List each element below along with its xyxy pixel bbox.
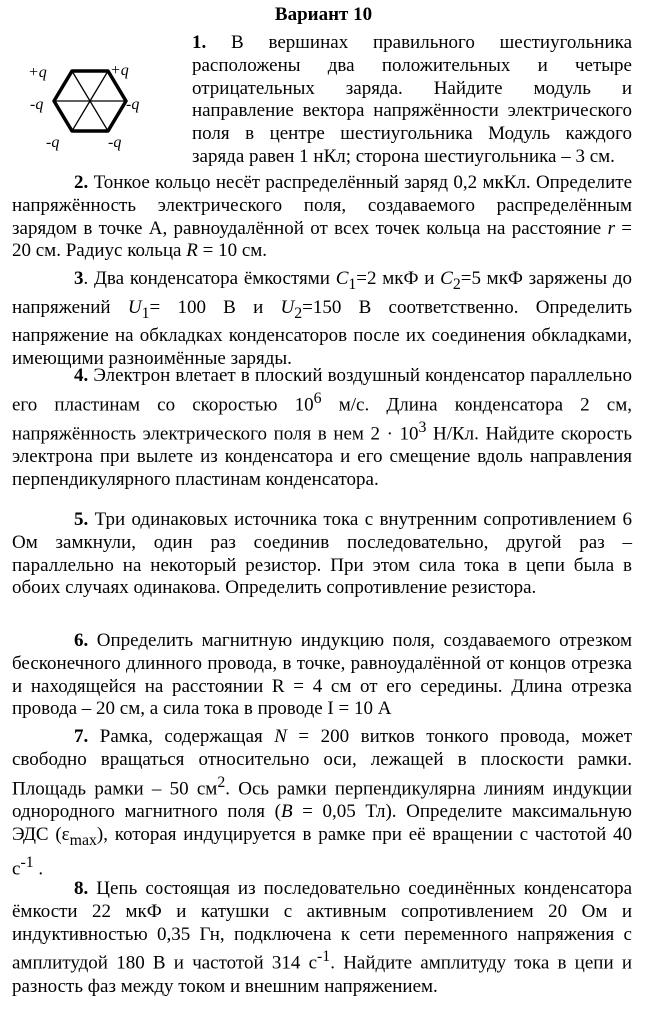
problem-4-number: 4. (74, 365, 89, 386)
problem-4-text: Электрон влетает в плоский воздушный конденсатор параллельно его пластинам со скоростью 10 (12, 365, 633, 416)
problem-2-text: = 10 см. (197, 240, 268, 262)
problem-4 (12, 365, 632, 492)
problem-3-text: = 100 В и (149, 296, 281, 318)
problem-2 (12, 172, 632, 263)
problem-3-text: =5 мкФ заряжены до напряжений (12, 268, 632, 318)
problem-5 (12, 509, 632, 600)
problem-8-text: Цепь состоящая из последовательно соединённых конденсатора ёмкости 22 мкФ и катушки с активным сопротивлением 20 Ом и индуктивностью 0,35 Гн, подключена к сети переменного напряжения с амплитудой 180 В и частотой 314 с (12, 878, 633, 974)
problem-3 (12, 268, 632, 371)
problem-3-var: U (280, 296, 295, 318)
problem-7-text: = 200 витков тонкого провода, может свободно вращаться относительно оси, лежащей в плоскости рамки. Площадь рамки – 50 см (12, 726, 633, 799)
problem-1 (192, 32, 632, 169)
problem-6 (12, 630, 632, 721)
problem-7-var-n: N (274, 726, 287, 747)
problem-8-text: . Найдите амплитуду тока в цепи и разность фаз между током и внешним напряжением. (12, 952, 633, 997)
problem-2-text: Тонкое кольцо несёт распределённый заряд 0,2 мкКл. Определите напряжённость электрического поля, создаваемого распределённым зарядом в точке А, равноудалённой от всех точек кольца на расстояние (12, 172, 632, 239)
problem-7-text: ), которая индуцируется в рамке при её вращении с частотой 40 с (12, 823, 633, 880)
problem-7-number: 7. (74, 726, 89, 747)
problem-7-var-b: B (280, 800, 293, 822)
charge-label-bottom-left: -q (46, 134, 60, 151)
problem-8-exponent: -1 (317, 948, 331, 966)
hexagon-figure (10, 56, 160, 156)
charge-label-mid-right: -q (126, 96, 140, 113)
problem-1-text: В вершинах правильного шестиугольника расположены два положительных и четыре отрицательных заряда. Найдите модуль и направление вектора напряжённости электрического поля в центре шестиугольника Модуль каждого заряда равен 1 нКл; сторона шестиугольника – 3 см. (192, 32, 633, 167)
charge-label-top-left: +q (28, 64, 47, 81)
variant-title: Вариант 10 (274, 4, 373, 25)
problem-3-sub: 1 (348, 275, 357, 293)
problem-6-number: 6. (74, 630, 89, 651)
problem-8 (12, 878, 632, 998)
problem-2-var-R: R (186, 240, 198, 262)
problem-7-exponent: -1 (20, 854, 34, 872)
problem-3-text: . Два конденсатора ёмкостями (83, 268, 336, 289)
problem-3-sub: 2 (452, 275, 461, 293)
problem-2-var-r: r (607, 217, 615, 239)
problem-2-number: 2. (74, 172, 89, 193)
charge-label-top-right: +q (110, 62, 129, 79)
problem-6-text: Определить магнитную индукцию поля, создаваемого отрезком бесконечного длинного провода, в точке, равноудалённой от концов отрезка и находящейся на расстоянии R = 4 см от его середины. Длина отрезка провода – 20 см, а сила тока в проводе I = 10 А (12, 630, 632, 720)
problem-4-text: Н/Кл. Найдите скорость электрона при вылете из конденсатора и его смещение вдоль направления перпендикулярного пластинам конденсатора. (12, 423, 632, 490)
problem-4-exponent: 3 (418, 418, 427, 436)
problem-3-text: =2 мкФ и (356, 268, 441, 289)
problem-3-var: U (127, 296, 142, 318)
problem-3-sub: 2 (294, 304, 303, 322)
problem-2-text: = 20 см. Радиус кольца (12, 217, 633, 262)
problem-5-text: Три одинаковых источника тока с внутренним сопротивлением 6 Ом замкнули, один раз соединив последовательно, другой раз – параллельно на некоторый резистор. При этом сила тока в цепи была в обоих случаях одинакова. Определить сопротивление резистора. (12, 509, 632, 599)
problem-7-text: = 0,05 Тл). Определите максимальную ЭДС (ε (12, 800, 633, 845)
problem-7-text: Рамка, содержащая (99, 726, 275, 747)
problem-7 (12, 726, 632, 881)
problem-3-var: C (335, 268, 349, 289)
problem-1-number: 1. (192, 32, 207, 53)
problem-3-sub: 1 (141, 304, 150, 322)
problem-7-text: . Ось рамки перпендикулярна линиям индукции однородного магнитного поля ( (12, 777, 632, 822)
problem-5-number: 5. (74, 509, 89, 530)
problem-4-text: м/с. Длина конденсатора 2 см, напряжённость электрического поля в нем 2 · 10 (12, 394, 632, 445)
problem-8-number: 8. (74, 878, 89, 899)
problem-3-text: =150 В соответственно. Определить напряжение на обкладках конденсаторов после их соединения обкладками, имеющими разноимённые заряды. (12, 296, 633, 369)
problem-4-exponent: 6 (313, 389, 322, 407)
problem-7-text: . (33, 858, 44, 880)
problem-7-subscript: max (69, 831, 97, 849)
problem-7-exponent: 2 (217, 773, 226, 791)
problem-3-var: C (440, 268, 453, 289)
charge-label-mid-left: -q (30, 96, 44, 113)
charge-label-bottom-right: -q (108, 134, 122, 151)
problem-3-number: 3 (74, 268, 84, 289)
